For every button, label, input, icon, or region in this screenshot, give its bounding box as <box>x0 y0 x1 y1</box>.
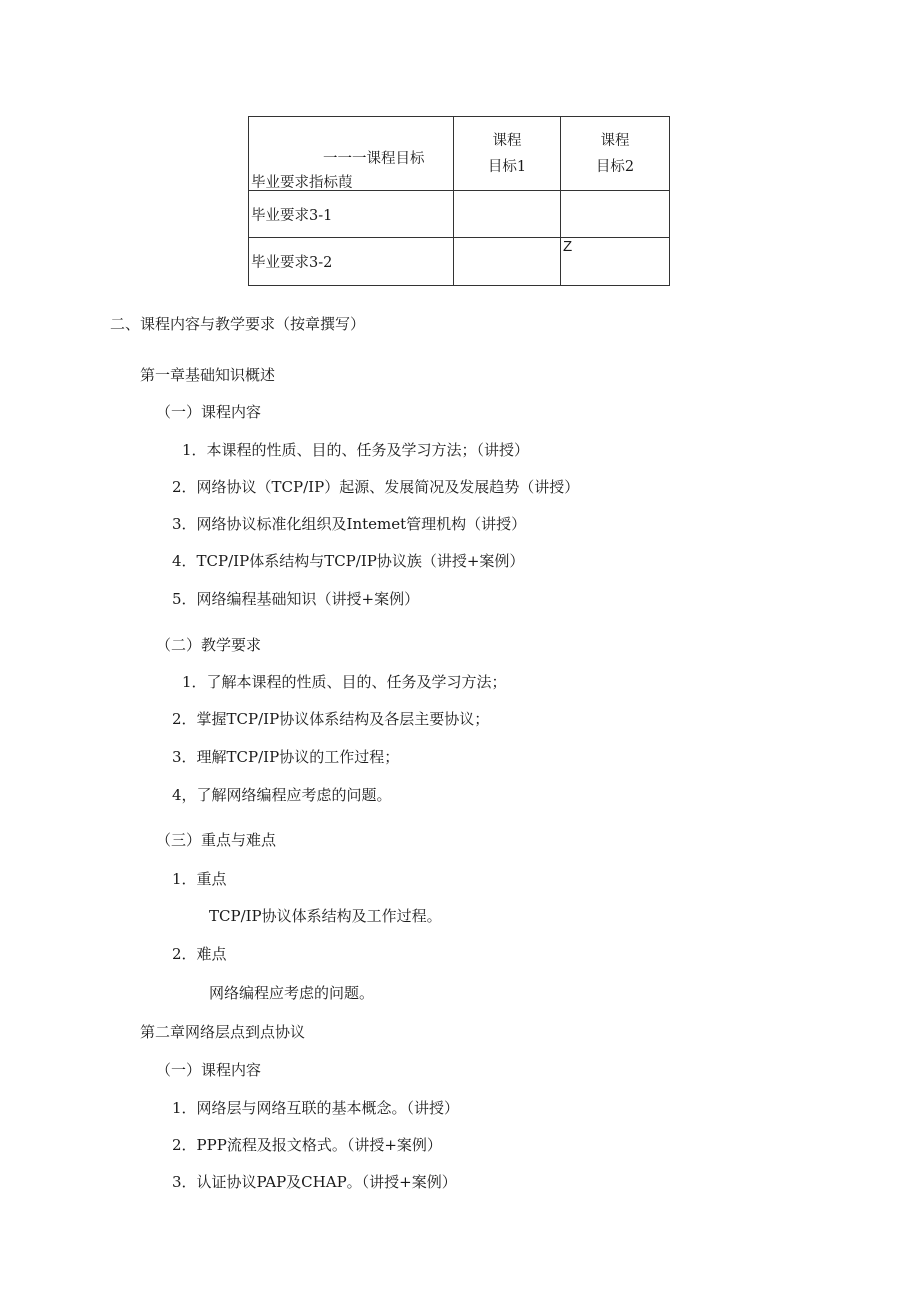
chapter-1-requirements-heading: （二）教学要求 <box>156 636 262 654</box>
list-item: 1．本课程的性质、目的、任务及学习方法；（讲授） <box>182 441 530 459</box>
list-item: 3．认证协议PAP及CHAP。（讲授+案例） <box>172 1173 457 1191</box>
list-item: 4．TCP/IP体系结构与TCP/IP协议族（讲授+案例） <box>172 552 525 570</box>
list-item: 2．PPP流程及报文格式。（讲授+案例） <box>172 1136 442 1154</box>
header-objective-2: 课程 目标2 <box>561 117 670 191</box>
list-item: 3．理解TCP/IP协议的工作过程； <box>172 748 400 766</box>
list-item: 2．掌握TCP/IP协议体系结构及各层主要协议； <box>172 710 490 728</box>
table-cell <box>454 191 561 238</box>
table-cell <box>454 238 561 286</box>
list-item: 1．网络层与网络互联的基本概念。（讲授） <box>172 1099 460 1117</box>
list-item: 4，了解网络编程应考虑的问题。 <box>172 786 392 804</box>
objective-mapping-table <box>248 116 670 286</box>
chapter-2-content-heading: （一）课程内容 <box>156 1061 262 1079</box>
difficulty-text: 网络编程应考虑的问题。 <box>209 984 375 1002</box>
list-item: 1．了解本课程的性质、目的、任务及学习方法； <box>182 673 507 691</box>
section-title: 二、课程内容与教学要求（按章撰写） <box>110 315 366 333</box>
key-point-text: TCP/IP协议体系结构及工作过程。 <box>209 907 442 925</box>
row-label: 毕业要求3-2 <box>249 238 454 286</box>
chapter-1-key-heading: （三）重点与难点 <box>156 831 277 849</box>
cell-mark: Z <box>563 238 573 255</box>
header-objective-1: 课程 目标1 <box>454 117 561 191</box>
chapter-2-title: 第二章网络层点到点协议 <box>140 1023 306 1041</box>
table-cell <box>561 191 670 238</box>
list-item: 5．网络编程基础知识（讲授+案例） <box>172 590 420 608</box>
table-header-row <box>249 117 670 191</box>
table-cell <box>561 238 670 286</box>
difficulty-label: 2．难点 <box>172 945 227 963</box>
chapter-1-title: 第一章基础知识概述 <box>140 366 276 384</box>
header-course-objective: 一一一课程目标 <box>323 151 425 167</box>
list-item: 3．网络协议标准化组织及Intemet管理机构（讲授） <box>172 515 527 533</box>
list-item: 2．网络协议（TCP/IP）起源、发展简况及发展趋势（讲授） <box>172 478 580 496</box>
row-label: 毕业要求3-1 <box>249 191 454 238</box>
header-graduation-requirement: 毕业要求指标葭 <box>251 175 353 191</box>
chapter-1-content-heading: （一）课程内容 <box>156 403 262 421</box>
table-row <box>249 238 670 286</box>
diagonal-header-cell <box>249 117 454 191</box>
key-point-label: 1．重点 <box>172 870 227 888</box>
table-row <box>249 191 670 238</box>
